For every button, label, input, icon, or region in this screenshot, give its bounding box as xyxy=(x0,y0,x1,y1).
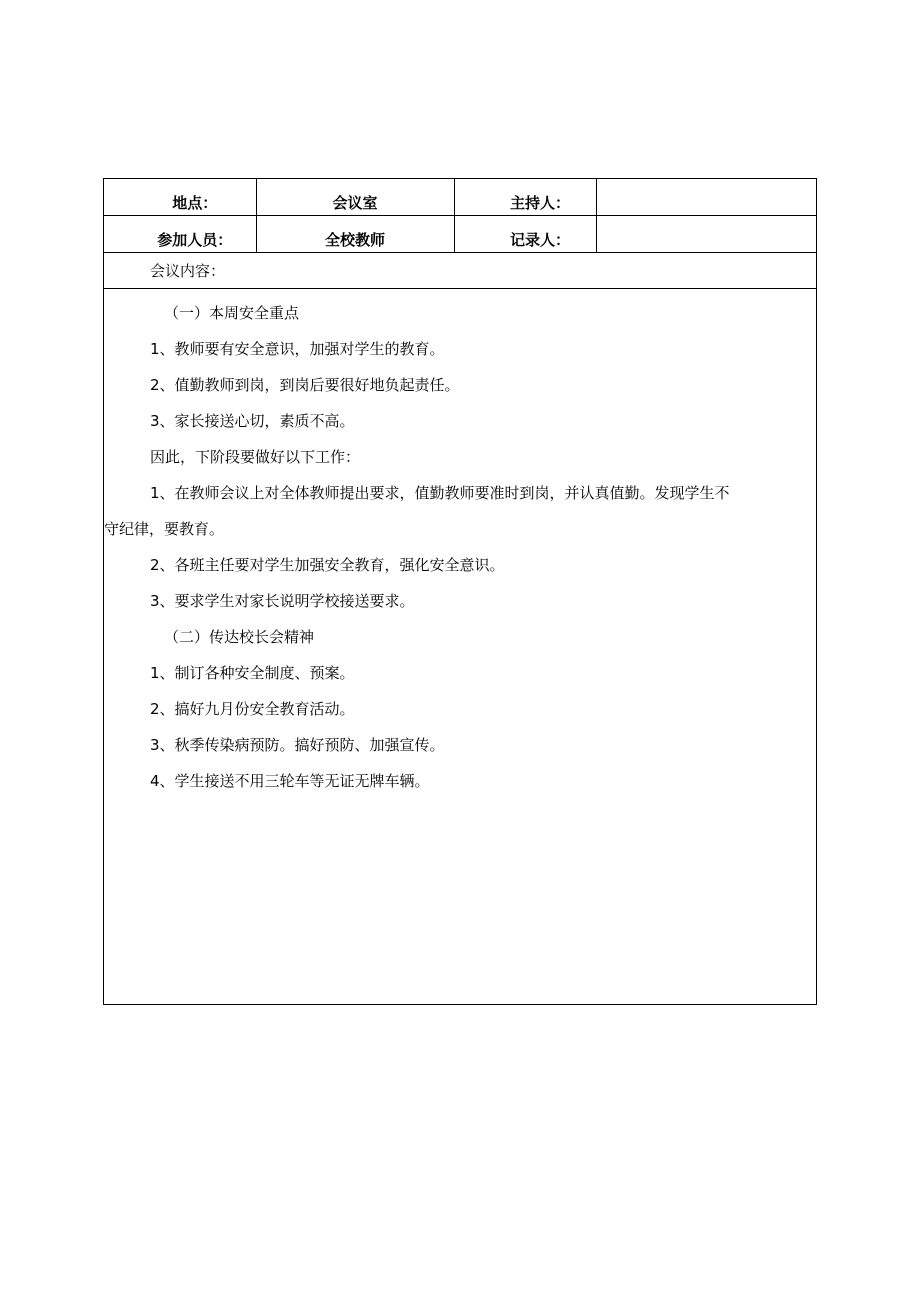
location-label-cell xyxy=(104,179,256,216)
attendees-label-cell xyxy=(104,216,256,253)
meeting-info-row-location xyxy=(104,179,816,216)
meeting-info-table xyxy=(104,179,816,253)
list-item: 3、家长接送心切，素质不高。 xyxy=(150,412,355,430)
recorder-label: 记录人： xyxy=(509,231,570,249)
meeting-info-row-attendees xyxy=(104,216,816,253)
list-item: 1、制订各种安全制度、预案。 xyxy=(150,664,355,682)
list-item-continuation: 守纪律，要教育。 xyxy=(104,520,225,538)
attendees-value: 全校教师 xyxy=(324,231,385,249)
host-label-cell xyxy=(454,179,596,216)
list-item-line: 1、在教师会议上对全体教师提出要求，值勤教师要准时到岗，并认真值勤。发现学生不 xyxy=(150,484,730,502)
list-item xyxy=(104,475,808,547)
location-value: 会议室 xyxy=(332,194,378,212)
section-title: （二）传达校长会精神 xyxy=(164,628,315,646)
attendees-value-cell xyxy=(256,216,454,253)
list-item: 2、各班主任要对学生加强安全教育，强化安全意识。 xyxy=(150,556,505,574)
list-item: 1、教师要有安全意识，加强对学生的教育。 xyxy=(150,340,445,358)
attendees-label: 参加人员： xyxy=(157,231,233,249)
content-label: 会议内容： xyxy=(104,253,816,289)
meeting-record-form xyxy=(103,178,817,1005)
list-item: 3、要求学生对家长说明学校接送要求。 xyxy=(150,592,415,610)
host-label: 主持人： xyxy=(509,194,570,212)
list-item: 4、学生接送不用三轮车等无证无牌车辆。 xyxy=(150,772,430,790)
list-item: 2、搞好九月份安全教育活动。 xyxy=(150,700,355,718)
recorder-label-cell xyxy=(454,216,596,253)
list-item: 2、值勤教师到岗，到岗后要很好地负起责任。 xyxy=(150,376,460,394)
location-label: 地点： xyxy=(172,194,218,212)
paragraph: 因此，下阶段要做好以下工作： xyxy=(150,448,361,466)
list-item: 3、秋季传染病预防。搞好预防、加强宣传。 xyxy=(150,736,445,754)
location-value-cell xyxy=(256,179,454,216)
section-title: （一）本周安全重点 xyxy=(164,304,300,322)
meeting-content xyxy=(104,289,816,799)
recorder-value-cell xyxy=(596,216,816,253)
host-value-cell xyxy=(596,179,816,216)
